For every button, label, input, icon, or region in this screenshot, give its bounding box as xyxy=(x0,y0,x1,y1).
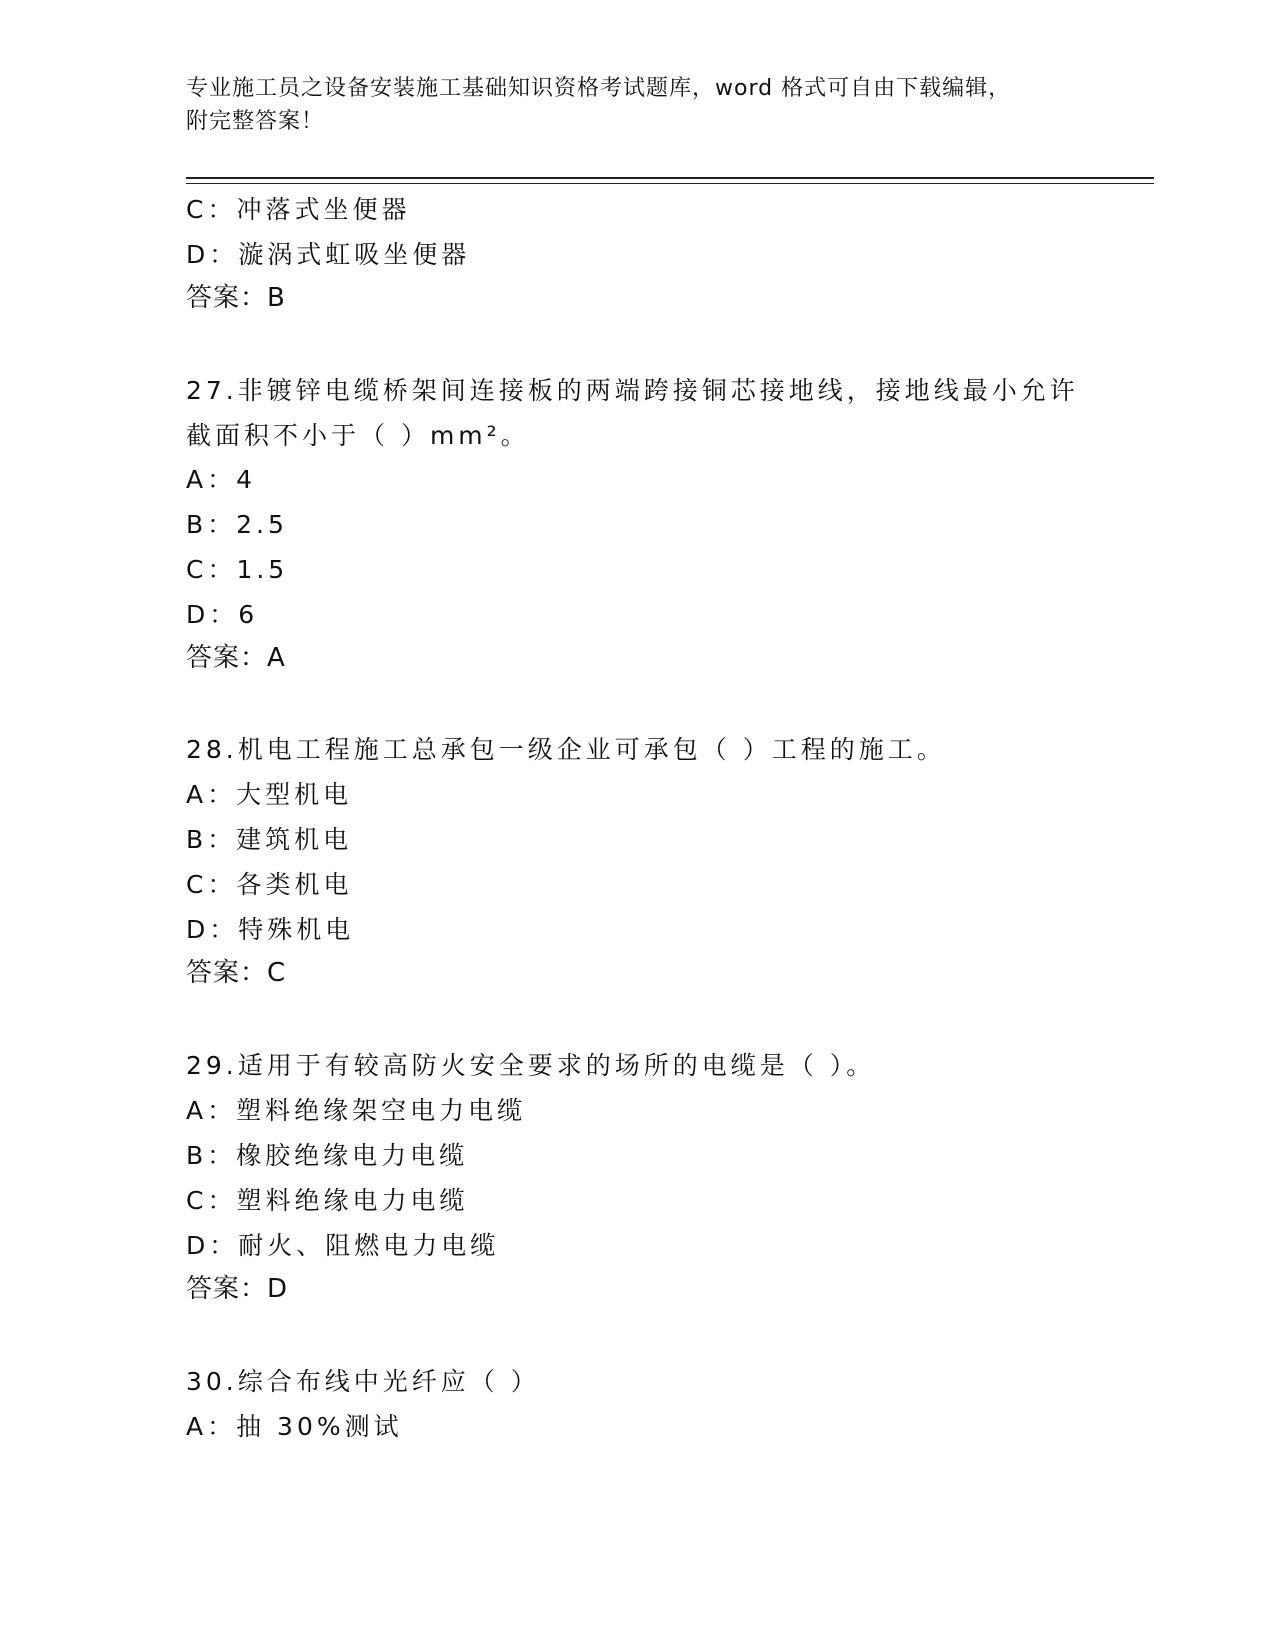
question-27-option-c: C：1.5 xyxy=(186,555,289,584)
question-30-line-1: 30.综合布线中光纤应（ ） xyxy=(186,1367,540,1396)
header-line-1: 专业施工员之设备安装施工基础知识资格考试题库，word 格式可自由下载编辑， xyxy=(186,76,1012,101)
question-28-option-c: C：各类机电 xyxy=(186,870,353,899)
question-28-option-a: A：大型机电 xyxy=(186,780,353,809)
question-27-answer: 答案：A xyxy=(186,643,286,673)
question-27-line-1: 27.非镀锌电缆桥架间连接板的两端跨接铜芯接地线，接地线最小允许 xyxy=(186,376,1079,405)
question-27-option-d: D：6 xyxy=(186,600,259,629)
question-28-option-d: D：特殊机电 xyxy=(186,915,355,944)
question-28-answer: 答案：C xyxy=(186,958,287,988)
option-c: C：冲落式坐便器 xyxy=(186,195,411,224)
question-27-option-a: A：4 xyxy=(186,465,257,494)
question-29-option-b: B：橡胶绝缘电力电缆 xyxy=(186,1141,469,1170)
question-29-option-c: C：塑料绝缘电力电缆 xyxy=(186,1186,469,1215)
question-27-line-2: 截面积不小于（ ）mm²。 xyxy=(186,421,530,450)
header-rule-thin xyxy=(186,183,1154,184)
document-header xyxy=(186,72,1066,138)
answer-label: 答案：B xyxy=(186,283,286,313)
option-d: D：漩涡式虹吸坐便器 xyxy=(186,240,471,269)
question-28-option-b: B：建筑机电 xyxy=(186,825,353,854)
header-line-2: 附完整答案！ xyxy=(186,109,325,134)
question-29-answer: 答案：D xyxy=(186,1274,289,1304)
question-29-option-a: A：塑料绝缘架空电力电缆 xyxy=(186,1096,527,1125)
question-29-line-1: 29.适用于有较高防火安全要求的场所的电缆是（ ）。 xyxy=(186,1051,876,1080)
question-29-option-d: D：耐火、阻燃电力电缆 xyxy=(186,1231,500,1260)
header-rule-thick xyxy=(186,177,1154,179)
question-30-option-a: A：抽 30%测试 xyxy=(186,1412,403,1441)
question-27-option-b: B：2.5 xyxy=(186,510,288,539)
question-28-line-1: 28.机电工程施工总承包一级企业可承包（ ）工程的施工。 xyxy=(186,735,946,764)
